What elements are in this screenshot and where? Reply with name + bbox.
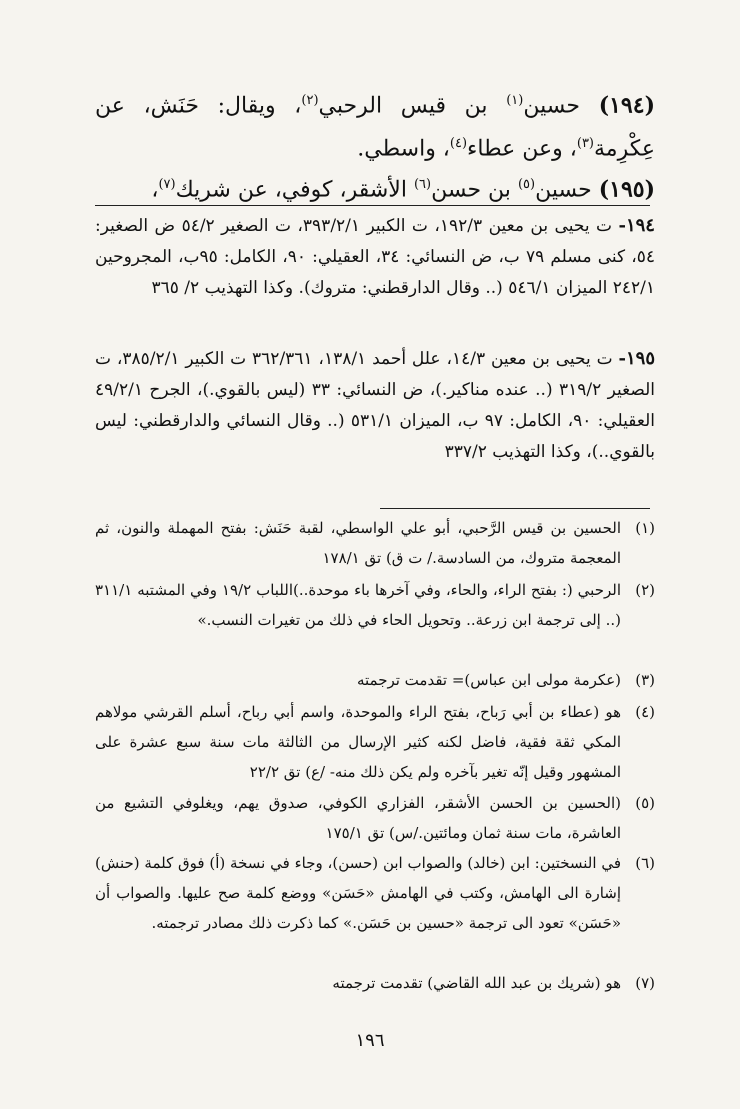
footnote — [95, 665, 655, 695]
entry-195 — [95, 166, 655, 209]
footnote — [95, 968, 655, 998]
footnote-ref: (٧) — [158, 177, 176, 192]
entry-194 — [95, 82, 655, 169]
footnote-marker: (١) — [635, 519, 655, 537]
footnote-text: الحسين بن قيس الرَّحبي، أبو علي الواسطي، لقبة حَنَش: بفتح المهملة والنون، ثم المعجمة متروك، من السادسة./ ت ق) تق ١٧٨/١ — [95, 519, 621, 567]
source-195 — [95, 343, 655, 468]
entry-number: (١٩٤) — [598, 92, 655, 119]
footnote-text: في النسختين: ابن (خالد) والصواب ابن (حسن)، وجاء في نسخة (أ) فوق كلمة (حنش) إشارة الى الهامش، وكتب في الهامش «حَسَن» ووضع كلمة صح عليها. والصواب أن «حَسَن» تعود الى ترجمة «حسين بن حَسَن.» كما ذكرت ذلك مصادر ترجمته. — [95, 854, 621, 932]
footnote — [95, 697, 655, 787]
footnote-marker: (٥) — [635, 794, 655, 812]
footnote-text: (الحسين بن الحسن الأشقر، الفزاري الكوفي، صدوق يهم، ويغلوفي التشيع من العاشرة، مات سنة ثمان ومائتين./س) تق ١٧٥/١ — [95, 794, 621, 842]
footnote-ref: (٥) — [517, 177, 536, 192]
entry-text: ، واسطي. — [357, 136, 450, 162]
footnote-ref: (١) — [506, 93, 524, 108]
entry-text: حسين — [523, 93, 580, 119]
entry-number: (١٩٥) — [598, 176, 655, 203]
entry-text: حسين — [535, 177, 592, 203]
entry-text: ، — [151, 177, 159, 203]
footnote — [95, 848, 655, 938]
footnote-ref: (٢) — [301, 93, 319, 108]
footnote — [95, 513, 655, 573]
page-number: ١٩٦ — [355, 1030, 385, 1051]
source-number: ١٩٤- — [618, 215, 655, 236]
footnote-separator — [380, 508, 650, 509]
entry-text: بن حسن — [431, 177, 518, 203]
source-number: ١٩٥- — [618, 348, 656, 369]
footnote — [95, 575, 655, 635]
footnote-ref: (٣) — [576, 136, 594, 152]
footnote-text: هو (عطاء بن أبي رَباح، بفتح الراء والموحدة، واسم أبي رباح، أسلم القرشي مولاهم المكي ثقة فقية، فاضل لكنه كثير الإرسال من الثالثة مات سنة سبع عشرة على المشهور وقيل إنّه تغير بآخره ولم يكن ذلك منه- /ع) تق ٢٢/٢ — [95, 703, 621, 781]
footnote — [95, 788, 655, 848]
source-194 — [95, 210, 655, 304]
separator-line — [95, 205, 650, 206]
entry-text: بن قيس الرحبي — [318, 93, 507, 119]
footnote-marker: (٤) — [635, 703, 655, 721]
footnote-ref: (٦) — [413, 177, 432, 192]
footnote-text: الرحبي (: بفتح الراء، والحاء، وفي آخرها باء موحدة..)اللباب ١٩/٢ وفي المشتبه ٣١١/١ (.. إلى ترجمة ابن زرعة.. وتحويل الحاء في ذلك من تغيرات النسب.» — [95, 581, 621, 629]
entry-text: ، وعن عطاء — [467, 136, 577, 162]
source-text: ت يحيى بن معين ١٩٢/٣، ت الكبير ٣٩٣/٢/١، ت الصغير ٥٤/٢ ض الصغير: ٥٤، كنى مسلم ٧٩ ب، ض النسائي: ٣٤، العقيلي: ٩٠، الكامل: ٩٥ب، المجروحين ٢٤٢/١ الميزان ٥٤٦/١ (.. وقال الدارقطني: متروك). وكذا التهذيب ٢/ ٣٦٥ — [95, 216, 655, 298]
footnote-ref: (٤) — [449, 136, 468, 152]
footnote-text: هو (شريك بن عبد الله القاضي) تقدمت ترجمته — [332, 974, 621, 992]
source-text: ت يحيى بن معين ١٤/٣، علل أحمد ١٣٨/١، ٣٦٢/٣٦١ ت الكبير ٣٨٥/٢/١، ت الصغير ٣١٩/٢ (.. عنده مناكير.)، ض النسائي: ٣٣ (ليس بالقوي.)، الجرح ٤٩/٢/١ العقيلي: ٩٠، الكامل: ٩٧ ب، الميزان ٥٣١/١ (.. وقال النسائي والدارقطني: ليس بالقوي..)، وكذا التهذيب ٣٣٧/٢ — [95, 349, 655, 462]
entry-text: ، ويقال: حَنَش، عن عِكْرِمة — [95, 93, 655, 162]
footnote-marker: (٢) — [635, 581, 655, 599]
footnote-marker: (٧) — [635, 974, 655, 992]
footnote-marker: (٦) — [635, 854, 655, 872]
footnote-text: (عكرمة مولى ابن عباس)= تقدمت ترجمته — [356, 671, 621, 689]
footnote-marker: (٣) — [635, 671, 655, 689]
entry-text: الأشقر، كوفي، عن شريك — [175, 177, 414, 203]
